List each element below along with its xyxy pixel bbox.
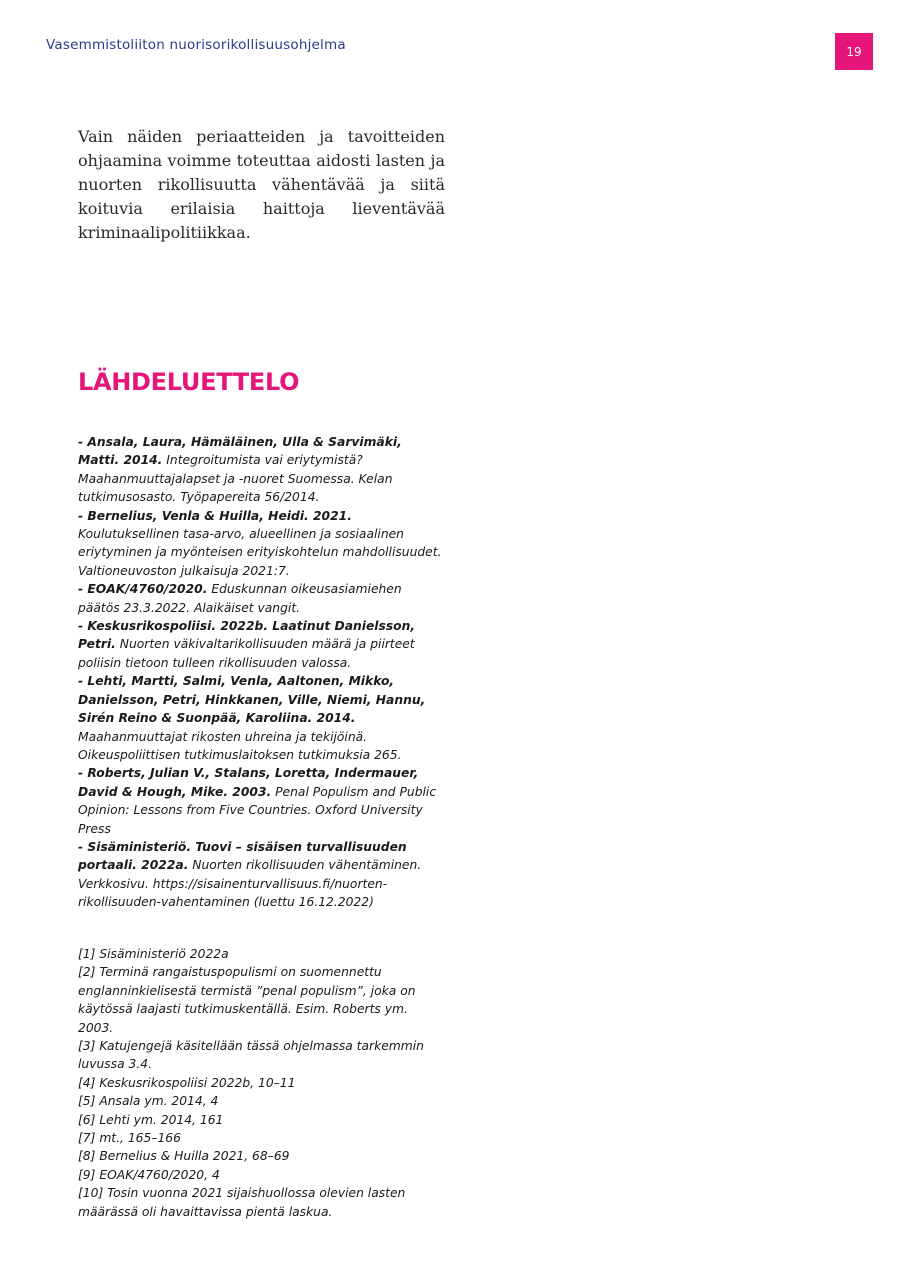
intro-paragraph: Vain näiden periaatteiden ja tavoitteiden ohjaamina voimme toteuttaa aidosti lasten ja nuorten rikollisuutta vähentävää ja siitä koituvia erilaisia haittoja lieventävää kriminaalipolitiikkaa. (78, 127, 445, 242)
reference-item (78, 580, 445, 617)
page-number-badge: 19 (835, 33, 873, 70)
reference-author: - EOAK/4760/2020. (78, 582, 208, 597)
reference-author: - Bernelius, Venla & Huilla, Heidi. 2021. (78, 508, 352, 523)
footnote-item: [5] Ansala ym. 2014, 4 (78, 1094, 219, 1109)
reference-details: Maahanmuuttajat rikosten uhreina ja tekijöinä. Oikeuspoliittisen tutkimuslaitoksen tutkimuksia 265. (78, 729, 402, 762)
reference-author: - Keskusrikospoliisi. 2022b. Laatinut Danielsson, Petri. (78, 619, 416, 652)
reference-details: Integroitumista vai eriytymistä? Maahanmuuttajalapset ja -nuoret Suomessa. Kelan tutkimusosasto. Työpapereita 56/2014. (78, 453, 393, 505)
reference-item (78, 433, 445, 507)
footnote-item: [2] Terminä rangaistuspopulismi on suomennettu englanninkielisestä termistä ”penal populism”, joka on käytössä laajasti tutkimuskentällä. Esim. Roberts ym. 2003. (78, 965, 416, 1035)
reference-item (78, 507, 445, 581)
reference-author: - Ansala, Laura, Hämäläinen, Ulla & Sarvimäki, Matti. 2014. (78, 435, 402, 468)
footnote-item: [4] Keskusrikospoliisi 2022b, 10–11 (78, 1075, 296, 1090)
document-title: Vasemmistoliiton nuorisorikollisuusohjelma (46, 37, 346, 53)
footnote-item: [9] EOAK/4760/2020, 4 (78, 1167, 220, 1182)
reference-item (78, 617, 445, 672)
footnote-list (78, 945, 445, 1221)
footnote-item: [3] Katujengejä käsitellään tässä ohjelmassa tarkemmin luvussa 3.4. (78, 1039, 424, 1072)
section-heading: LÄHDELUETTELO (78, 368, 300, 396)
reference-author: - Roberts, Julian V., Stalans, Loretta, Indermauer, David & Hough, Mike. 2003. (78, 766, 419, 799)
reference-details: Nuorten väkivaltarikollisuuden määrä ja piirteet poliisin tietoon tulleen rikollisuuden valossa. (78, 637, 415, 670)
footnote-item: [6] Lehti ym. 2014, 161 (78, 1112, 224, 1127)
footnote-item: [1] Sisäministeriö 2022a (78, 947, 229, 961)
reference-item (78, 838, 445, 912)
reference-details: Penal Populism and Public Opinion: Lessons from Five Countries. Oxford University Press (78, 784, 437, 836)
reference-details: Eduskunnan oikeusasiamiehen päätös 23.3.2022. Alaikäiset vangit. (78, 582, 402, 615)
reference-details: Koulutuksellinen tasa-arvo, alueellinen ja sosiaalinen eriytyminen ja myönteisen erityiskohtelun mahdollisuudet. Valtioneuvoston julkaisuja 2021:7. (78, 527, 442, 578)
footnote-item: [8] Bernelius & Huilla 2021, 68–69 (78, 1149, 290, 1164)
footnote-item: [7] mt., 165–166 (78, 1131, 181, 1146)
reference-list (78, 433, 445, 912)
reference-item (78, 672, 445, 764)
reference-author: - Sisäministeriö. Tuovi – sisäisen turvallisuuden portaali. 2022a. (78, 839, 407, 873)
reference-item (78, 764, 445, 838)
reference-details: Nuorten rikollisuuden vähentäminen. Verkkosivu. https://sisainenturvallisuus.fi/nuorten-rikollisuuden-vahentaminen (luettu 16.12.2022) (78, 858, 422, 910)
reference-author: - Lehti, Martti, Salmi, Venla, Aaltonen, Mikko, Danielsson, Petri, Hinkkanen, Ville, Niemi, Hannu, Sirén Reino & Suonpää, Karoliina. 2014. (78, 674, 426, 726)
footnote-item: [10] Tosin vuonna 2021 sijaishuollossa olevien lasten määrässä oli havaittavissa pientä laskua. (78, 1186, 406, 1219)
